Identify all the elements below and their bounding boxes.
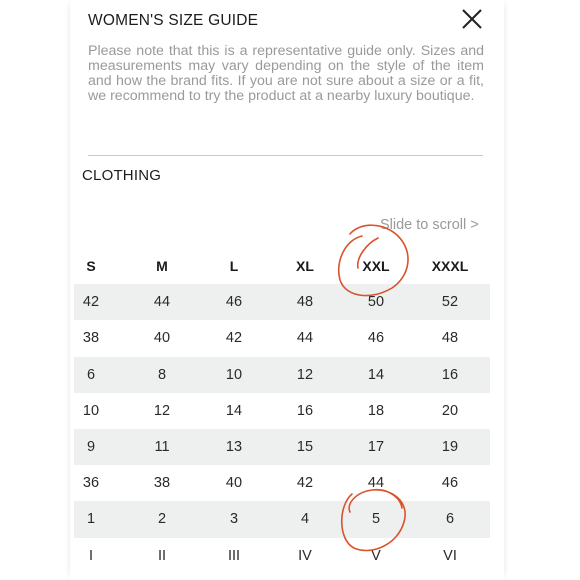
- table-cell-xl: 12: [296, 366, 314, 383]
- table-row: [74, 320, 490, 356]
- table-cell-l: 46: [225, 294, 243, 311]
- table-cell-l: III: [227, 547, 241, 564]
- table-cell-xxl: V: [371, 547, 381, 564]
- close-button[interactable]: [458, 4, 486, 32]
- table-cell-m: 40: [153, 330, 171, 347]
- table-cell-m: 8: [157, 366, 167, 383]
- table-cell-l: 10: [225, 366, 243, 383]
- table-cell-l: 42: [225, 330, 243, 347]
- header-l: L: [229, 258, 239, 275]
- table-cell-s: 9: [86, 439, 96, 456]
- table-cell-xxl: 5: [371, 511, 381, 528]
- table-cell-l: 40: [225, 475, 243, 492]
- table-cell-xxl: 17: [367, 439, 385, 456]
- table-cell-xxl: 46: [367, 330, 385, 347]
- guide-title: WOMEN'S SIZE GUIDE: [88, 12, 259, 29]
- table-cell-l: 3: [229, 511, 239, 528]
- disclaimer-text: Please note that this is a representative guide only. Sizes and measurements may vary depending on the style of the item and how the brand fits. If you are not sure about a size or a fit, we recommend to try the product at a nearby luxury boutique.: [88, 43, 484, 104]
- table-cell-l: 14: [225, 402, 243, 419]
- header-xxl: XXL: [362, 258, 390, 275]
- size-table: [74, 248, 490, 574]
- table-cell-xxl: 14: [367, 366, 385, 383]
- table-row: [74, 393, 490, 429]
- table-cell-s: I: [88, 547, 94, 564]
- table-cell-xxl: 18: [367, 402, 385, 419]
- table-cell-xl: 42: [296, 475, 314, 492]
- table-cell-s: 6: [86, 366, 96, 383]
- table-cell-m: 11: [154, 439, 170, 456]
- table-cell-xxxl: 20: [441, 402, 459, 419]
- table-cell-m: 44: [153, 294, 171, 311]
- table-cell-xl: 48: [296, 294, 314, 311]
- table-cell-xxxl: 16: [441, 366, 459, 383]
- table-cell-xxxl: 48: [441, 330, 459, 347]
- table-cell-xl: 16: [296, 402, 314, 419]
- section-title-clothing: CLOTHING: [82, 167, 162, 184]
- table-cell-s: 36: [82, 475, 100, 492]
- table-cell-m: 12: [153, 402, 171, 419]
- header-s: S: [86, 258, 96, 275]
- table-cell-xxl: 50: [367, 294, 385, 311]
- table-cell-m: 38: [153, 475, 171, 492]
- header-m: M: [156, 258, 168, 275]
- table-cell-xxl: 44: [367, 475, 385, 492]
- table-cell-m: II: [157, 547, 167, 564]
- table-row: [74, 429, 490, 465]
- table-cell-m: 2: [157, 511, 167, 528]
- table-cell-xxxl: 19: [441, 439, 459, 456]
- table-header-row: [74, 248, 490, 284]
- table-cell-xl: IV: [298, 547, 312, 564]
- table-cell-s: 38: [82, 330, 100, 347]
- table-row: [74, 357, 490, 393]
- slide-to-scroll-hint[interactable]: Slide to scroll >: [380, 217, 479, 233]
- close-x-icon[interactable]: [458, 4, 486, 32]
- table-cell-l: 13: [225, 439, 243, 456]
- table-cell-xl: 15: [296, 439, 314, 456]
- table-cell-xxxl: 46: [441, 475, 459, 492]
- table-cell-xxxl: 6: [445, 511, 455, 528]
- divider: [88, 155, 483, 156]
- table-cell-s: 10: [82, 402, 100, 419]
- header-xl: XL: [296, 258, 314, 275]
- table-row: [74, 465, 490, 501]
- table-row: [74, 538, 490, 574]
- table-row: [74, 501, 490, 537]
- table-cell-xl: 44: [296, 330, 314, 347]
- header-xxxl: XXXL: [431, 258, 469, 275]
- table-cell-xxxl: VI: [443, 547, 457, 564]
- table-cell-s: 42: [82, 294, 100, 311]
- table-row: [74, 284, 490, 320]
- table-cell-xl: 4: [300, 511, 310, 528]
- table-cell-s: 1: [86, 511, 96, 528]
- table-cell-xxxl: 52: [441, 294, 459, 311]
